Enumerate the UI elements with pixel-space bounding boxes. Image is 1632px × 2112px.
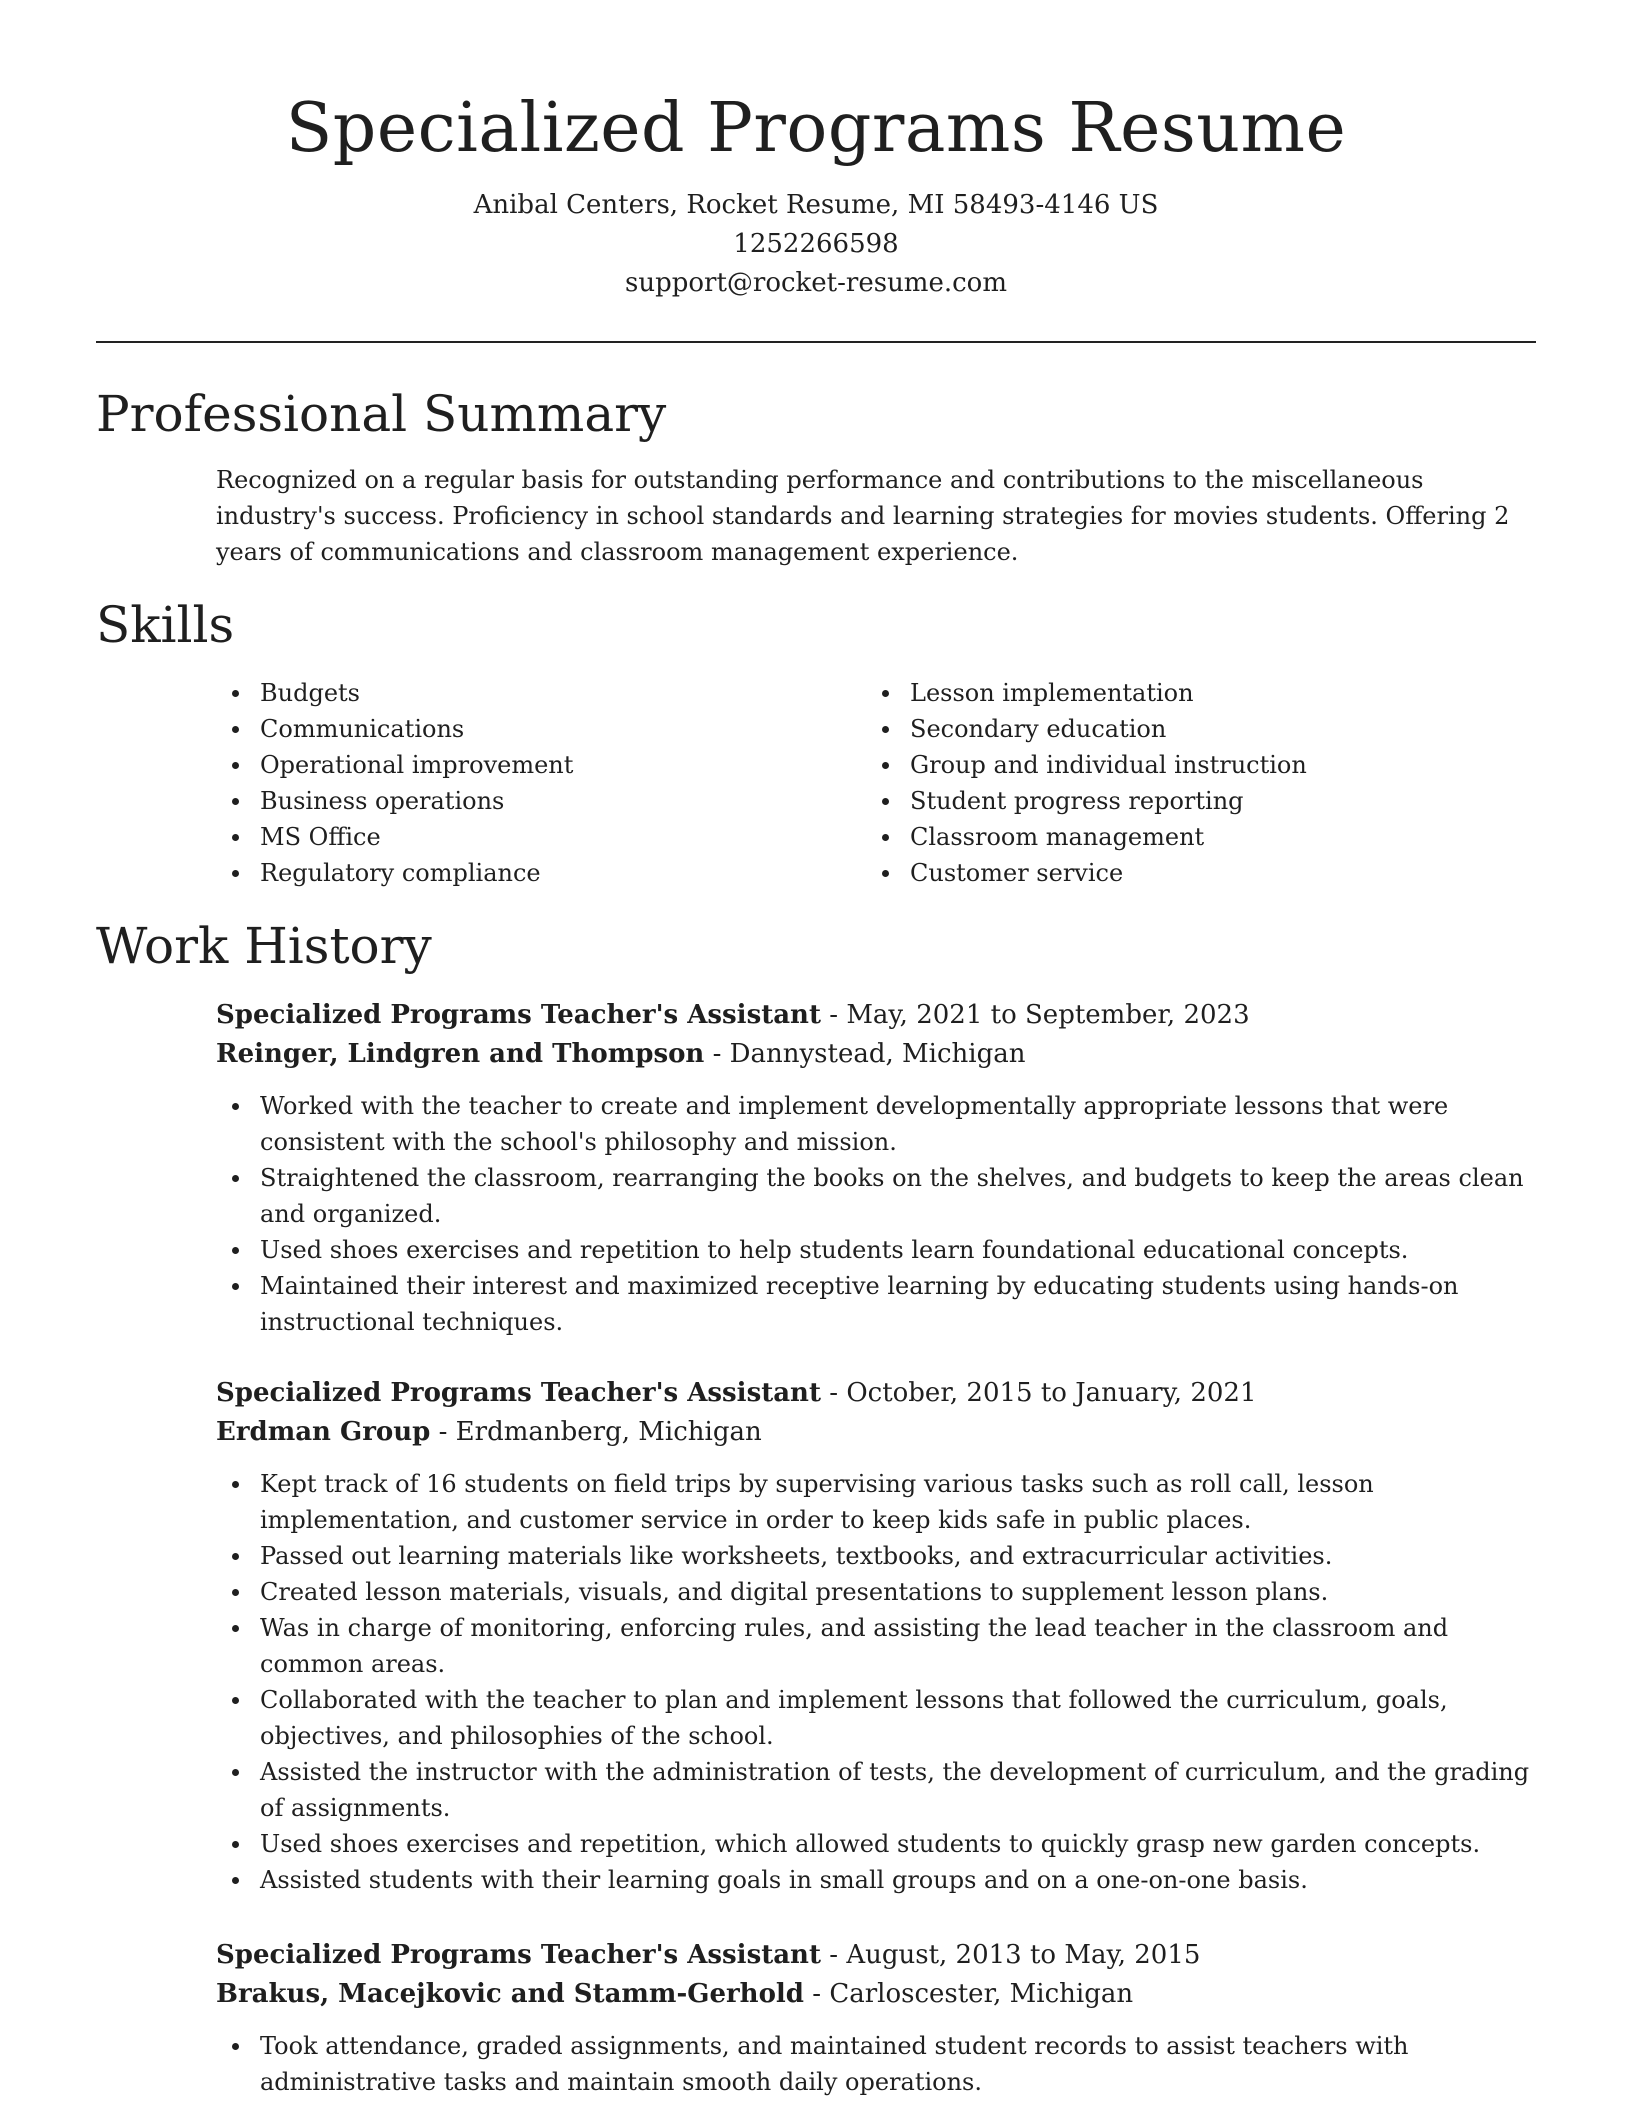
summary-heading: Professional Summary — [96, 385, 667, 443]
skills-heading: Skills — [96, 596, 235, 654]
work-history-heading: Work History — [96, 917, 432, 975]
job-bullets — [216, 1088, 1536, 1340]
job-company-line: Reinger, Lindgren and Thompson - Dannystead, Michigan — [216, 1039, 1026, 1069]
resume-header — [0, 0, 1632, 303]
job-dates: October, 2015 to January, 2021 — [846, 1378, 1257, 1408]
job-company-line: Brakus, Macejkovic and Stamm-Gerhold - Carloscester, Michigan — [216, 1979, 1134, 2009]
job-bullet: Created lesson materials, visuals, and digital presentations to supplement lesson plans. — [216, 1574, 1536, 1610]
job-bullet: Took attendance, graded assignments, and maintained student records to assist teachers with administrative tasks and maintain smooth daily operations. — [216, 2028, 1536, 2100]
job-bullets — [216, 2028, 1536, 2100]
skill-item: Student progress reporting — [866, 783, 1516, 819]
job-title-line: Specialized Programs Teacher's Assistant - October, 2015 to January, 2021 — [216, 1378, 1257, 1408]
job-dates: May, 2021 to September, 2023 — [846, 1000, 1250, 1030]
job-bullets — [216, 1466, 1536, 1898]
job-role: Specialized Programs Teacher's Assistant — [216, 1940, 821, 1970]
job-entry — [216, 1936, 1536, 2100]
job-dates: August, 2013 to May, 2015 — [846, 1940, 1201, 1970]
job-bullet: Worked with the teacher to create and implement developmentally appropriate lessons that were consistent with the school's philosophy and mission. — [216, 1088, 1536, 1160]
job-location: Dannystead, Michigan — [729, 1039, 1026, 1069]
job-bullet: Passed out learning materials like worksheets, textbooks, and extracurricular activities. — [216, 1538, 1536, 1574]
skill-item: Lesson implementation — [866, 675, 1516, 711]
skill-item: Budgets — [216, 675, 866, 711]
job-role: Specialized Programs Teacher's Assistant — [216, 1000, 821, 1030]
job-bullet: Kept track of 16 students on field trips by supervising various tasks such as roll call, lesson implementation, and customer service in order to keep kids safe in public places. — [216, 1466, 1536, 1538]
skill-item: MS Office — [216, 819, 866, 855]
skill-item: Operational improvement — [216, 747, 866, 783]
job-location: Carloscester, Michigan — [829, 1979, 1134, 2009]
job-role: Specialized Programs Teacher's Assistant — [216, 1378, 821, 1408]
job-entry — [216, 1374, 1536, 1898]
skill-item: Customer service — [866, 855, 1516, 891]
job-bullet: Maintained their interest and maximized receptive learning by educating students using hands-on instructional techniques. — [216, 1268, 1536, 1340]
skill-item: Business operations — [216, 783, 866, 819]
summary-text: Recognized on a regular basis for outstanding performance and contributions to the miscellaneous industry's success. Proficiency in school standards and learning strategies for movies students. Offering 2 years of communications and classroom management experience. — [216, 466, 1510, 566]
contact-phone: 1252266598 — [733, 229, 899, 259]
job-title-line: Specialized Programs Teacher's Assistant - May, 2021 to September, 2023 — [216, 1000, 1250, 1030]
job-bullet: Assisted students with their learning goals in small groups and on a one-on-one basis. — [216, 1862, 1536, 1898]
skills-list — [216, 675, 1536, 891]
job-company: Reinger, Lindgren and Thompson — [216, 1039, 705, 1069]
job-bullet: Was in charge of monitoring, enforcing rules, and assisting the lead teacher in the classroom and common areas. — [216, 1610, 1536, 1682]
job-bullet: Assisted the instructor with the administration of tests, the development of curriculum, and the grading of assignments. — [216, 1754, 1536, 1826]
job-company: Brakus, Macejkovic and Stamm-Gerhold — [216, 1979, 804, 2009]
job-bullet: Straightened the classroom, rearranging the books on the shelves, and budgets to keep the areas clean and organized. — [216, 1160, 1536, 1232]
skill-item: Classroom management — [866, 819, 1516, 855]
skill-item: Secondary education — [866, 711, 1516, 747]
contact-email: support@rocket-resume.com — [624, 268, 1007, 298]
header-divider — [96, 341, 1536, 343]
skills-column-right — [866, 675, 1516, 891]
job-bullet: Used shoes exercises and repetition to help students learn foundational educational concepts. — [216, 1232, 1536, 1268]
contact-address: Anibal Centers, Rocket Resume, MI 58493-4146 US — [473, 190, 1159, 220]
job-bullet: Used shoes exercises and repetition, which allowed students to quickly grasp new garden concepts. — [216, 1826, 1536, 1862]
job-company-line: Erdman Group - Erdmanberg, Michigan — [216, 1417, 762, 1447]
job-bullet: Collaborated with the teacher to plan and implement lessons that followed the curriculum, goals, objectives, and philosophies of the school. — [216, 1682, 1536, 1754]
job-title-line: Specialized Programs Teacher's Assistant - August, 2013 to May, 2015 — [216, 1940, 1201, 1970]
resume-title: Specialized Programs Resume — [285, 89, 1347, 168]
skills-column-left — [216, 675, 866, 891]
job-company: Erdman Group — [216, 1417, 431, 1447]
skill-item: Regulatory compliance — [216, 855, 866, 891]
job-entry — [216, 996, 1536, 1340]
skill-item: Communications — [216, 711, 866, 747]
job-location: Erdmanberg, Michigan — [455, 1417, 762, 1447]
skill-item: Group and individual instruction — [866, 747, 1516, 783]
